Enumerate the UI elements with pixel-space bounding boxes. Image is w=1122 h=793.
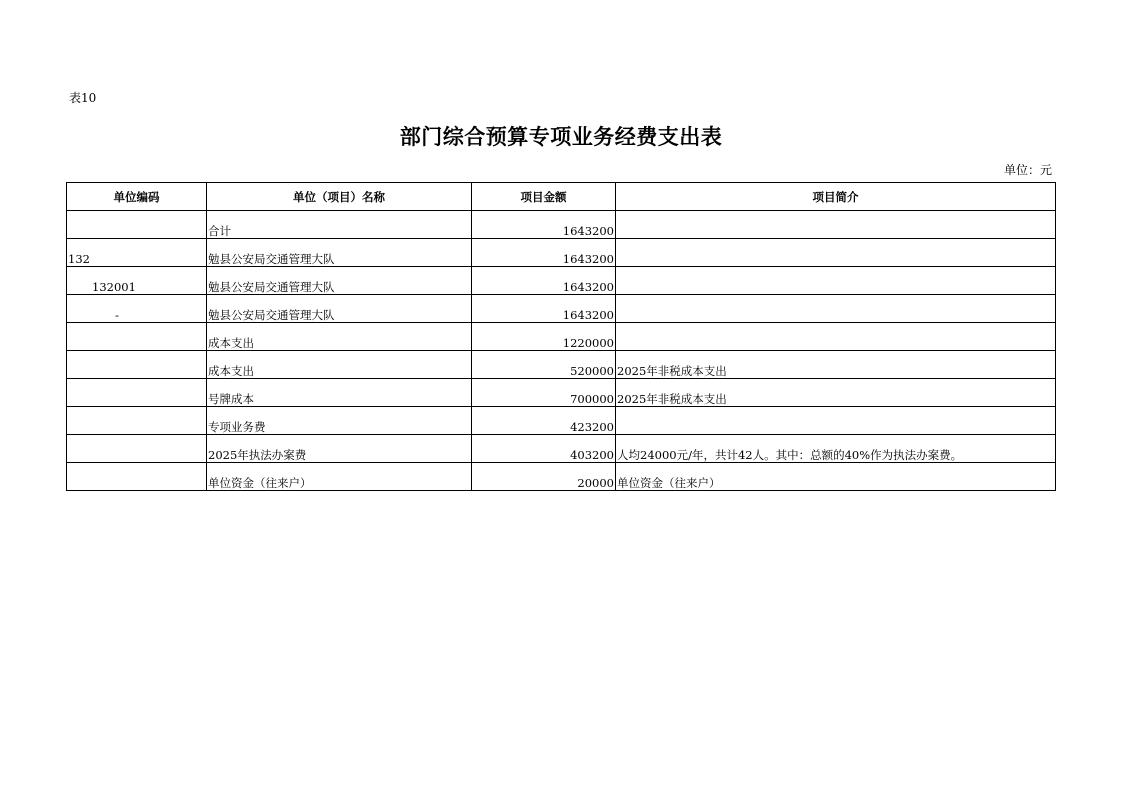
cell-desc: 单位资金（往来户）	[616, 463, 1056, 491]
table-header-row	[67, 183, 1056, 211]
cell-name: 成本支出	[207, 323, 472, 351]
cell-amount: 1220000	[472, 323, 616, 351]
cell-amount: 20000	[472, 463, 616, 491]
column-header-desc: 项目简介	[616, 183, 1056, 211]
cell-amount: 1643200	[472, 239, 616, 267]
cell-name: 专项业务费	[207, 407, 472, 435]
cell-amount: 1643200	[472, 211, 616, 239]
cell-code: -	[67, 295, 207, 323]
cell-desc: 2025年非税成本支出	[616, 351, 1056, 379]
table-row	[67, 407, 1056, 435]
cell-desc	[616, 239, 1056, 267]
table-row	[67, 211, 1056, 239]
cell-code	[67, 211, 207, 239]
table-row	[67, 463, 1056, 491]
cell-name: 勉县公安局交通管理大队	[207, 267, 472, 295]
cell-code	[67, 463, 207, 491]
cell-desc	[616, 267, 1056, 295]
column-header-name: 单位（项目）名称	[207, 183, 472, 211]
cell-desc	[616, 323, 1056, 351]
cell-desc	[616, 295, 1056, 323]
cell-code: 132	[67, 239, 207, 267]
table-row	[67, 379, 1056, 407]
cell-desc	[616, 407, 1056, 435]
cell-name: 勉县公安局交通管理大队	[207, 295, 472, 323]
column-header-code: 单位编码	[67, 183, 207, 211]
budget-table	[66, 182, 1056, 491]
cell-name: 单位资金（往来户）	[207, 463, 472, 491]
cell-code	[67, 379, 207, 407]
table-row	[67, 351, 1056, 379]
cell-code	[67, 407, 207, 435]
cell-name: 号牌成本	[207, 379, 472, 407]
cell-amount: 700000	[472, 379, 616, 407]
cell-code	[67, 323, 207, 351]
cell-amount: 1643200	[472, 267, 616, 295]
column-header-amount: 项目金额	[472, 183, 616, 211]
cell-name: 勉县公安局交通管理大队	[207, 239, 472, 267]
cell-amount: 1643200	[472, 295, 616, 323]
table-row	[67, 435, 1056, 463]
cell-desc: 2025年非税成本支出	[616, 379, 1056, 407]
unit-label: 单位：元	[1003, 163, 1052, 177]
page-title: 部门综合预算专项业务经费支出表	[399, 125, 723, 149]
cell-name: 2025年执法办案费	[207, 435, 472, 463]
cell-amount: 403200	[472, 435, 616, 463]
table-number: 表10	[69, 91, 97, 105]
table-row	[67, 323, 1056, 351]
table-row	[67, 267, 1056, 295]
cell-name: 成本支出	[207, 351, 472, 379]
cell-code	[67, 435, 207, 463]
cell-desc	[616, 211, 1056, 239]
cell-name: 合计	[207, 211, 472, 239]
cell-code: 132001	[67, 267, 207, 295]
cell-amount: 520000	[472, 351, 616, 379]
table-row	[67, 295, 1056, 323]
cell-code	[67, 351, 207, 379]
cell-desc: 人均24000元/年，共计42人。其中：总额的40%作为执法办案费。	[616, 435, 1056, 463]
cell-amount: 423200	[472, 407, 616, 435]
table-row	[67, 239, 1056, 267]
